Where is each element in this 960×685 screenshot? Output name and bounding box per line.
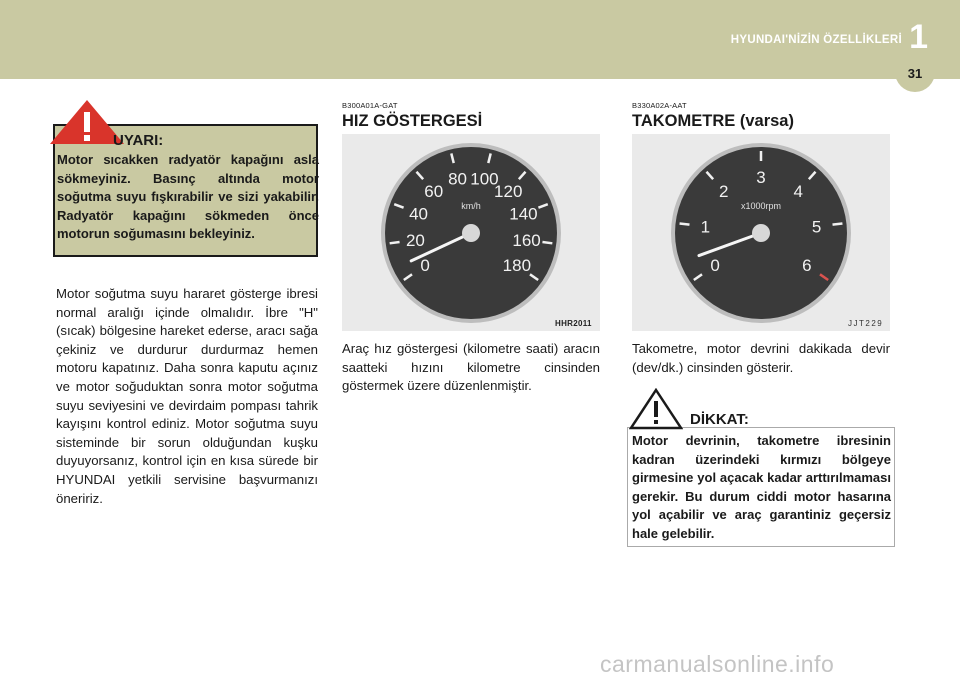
caution-title: DİKKAT: bbox=[690, 411, 749, 428]
dial-unit-label: x1000rpm bbox=[740, 201, 782, 211]
chapter-number: 1 bbox=[909, 18, 928, 56]
caution-triangle-icon bbox=[629, 388, 683, 430]
tachometer-image-label: JJT229 bbox=[848, 319, 884, 328]
warning-text: Motor sıcakken radyatör kapağını asla sökmeyiniz. Basınç altında motor soğutma suyu fışkırabilir ve sizi yakabilir. Radyatör kapağını sökmeden önce motorun soğumasını bekleyiniz. bbox=[57, 152, 319, 242]
dial-hub bbox=[462, 224, 480, 242]
warning-title: UYARI: bbox=[113, 132, 164, 149]
speedometer-description: Araç hız göstergesi (kilometre saati) aracın saatteki hızını kilometre cinsinden göstermek üzere düzenlenmiştir. bbox=[342, 341, 600, 394]
dial-tick-label: 40 bbox=[409, 204, 429, 224]
chapter-title: HYUNDAI'NİZİN ÖZELLİKLERİ bbox=[730, 34, 902, 46]
speedometer-title: HIZ GÖSTERGESİ bbox=[342, 112, 483, 130]
dial-tick-label: 180 bbox=[502, 256, 532, 276]
dial-tick-label: 80 bbox=[448, 169, 468, 189]
speedometer-image bbox=[342, 134, 600, 331]
dial-tick-label: 20 bbox=[405, 231, 425, 251]
speedometer-code: B300A01A-GAT bbox=[342, 101, 398, 110]
dial-tick-label: 120 bbox=[494, 182, 523, 202]
page-number: 31 bbox=[907, 66, 923, 81]
dial-tick-label: 140 bbox=[509, 204, 538, 224]
dial-tick bbox=[542, 242, 552, 243]
dial-unit-label: km/h bbox=[461, 201, 481, 211]
dial-tick-label: 160 bbox=[512, 231, 541, 251]
dial-tick-label: 0 bbox=[420, 256, 430, 276]
dial-tick bbox=[680, 223, 690, 224]
tachometer-dial bbox=[632, 134, 890, 331]
coolant-temperature-text: Motor soğutma suyu hararet gösterge ibresi normal aralığı içinde olmalıdır. İbre "H" (sıcak) bölgesine hareket ederse, aracı sağa çekiniz ve durdurur durdurmaz hemen motoru kapatınız. Daha sonra kaputu açınız ve motor soğuduktan sonra motor soğutma suyu seviyesini ve devirdaim pompası tahrik kayışını kontrol ediniz. Motor soğutma suyu sisteminde bir sorun olduğundan kuşku duyuyorsanız, kontrol için en kısa sürede bir HYUNDAI yetkili servisine başvurmanızı öneririz. bbox=[56, 286, 318, 506]
dial-tick-label: 5 bbox=[811, 217, 822, 237]
watermark: carmanualsonline.info bbox=[600, 651, 835, 677]
dial-tick bbox=[390, 242, 400, 243]
tachometer-image bbox=[632, 134, 890, 331]
dial-tick-label: 60 bbox=[424, 182, 444, 202]
dial-tick-label: 4 bbox=[793, 182, 803, 202]
tachometer-title: TAKOMETRE (varsa) bbox=[632, 112, 794, 130]
dial-tick-label: 6 bbox=[802, 256, 812, 276]
dial-tick-label: 3 bbox=[756, 168, 766, 187]
dial-tick-label: 1 bbox=[700, 217, 711, 237]
dial-tick bbox=[833, 223, 843, 224]
dial-tick-label: 2 bbox=[719, 182, 729, 202]
speedometer-dial bbox=[342, 134, 600, 331]
speedometer-image-label: HHR2011 bbox=[555, 319, 592, 328]
tachometer-description: Takometre, motor devrini dakikada devir (dev/dk.) cinsinden gösterir. bbox=[632, 341, 890, 375]
dial-tick-label: 100 bbox=[470, 169, 499, 189]
dial-tick-label: 0 bbox=[710, 256, 720, 276]
dial-hub bbox=[752, 224, 770, 242]
tachometer-code: B330A02A-AAT bbox=[632, 101, 687, 110]
caution-text: Motor devrinin, takometre ibresinin kadran üzerindeki kırmızı bölgeye girmesine yol açacak kadar arttırılmaması gerekir. Bu durum ciddi motor hasarına yol açabilir ve araç garantiniz geçersiz hale gelebilir. bbox=[632, 433, 891, 541]
